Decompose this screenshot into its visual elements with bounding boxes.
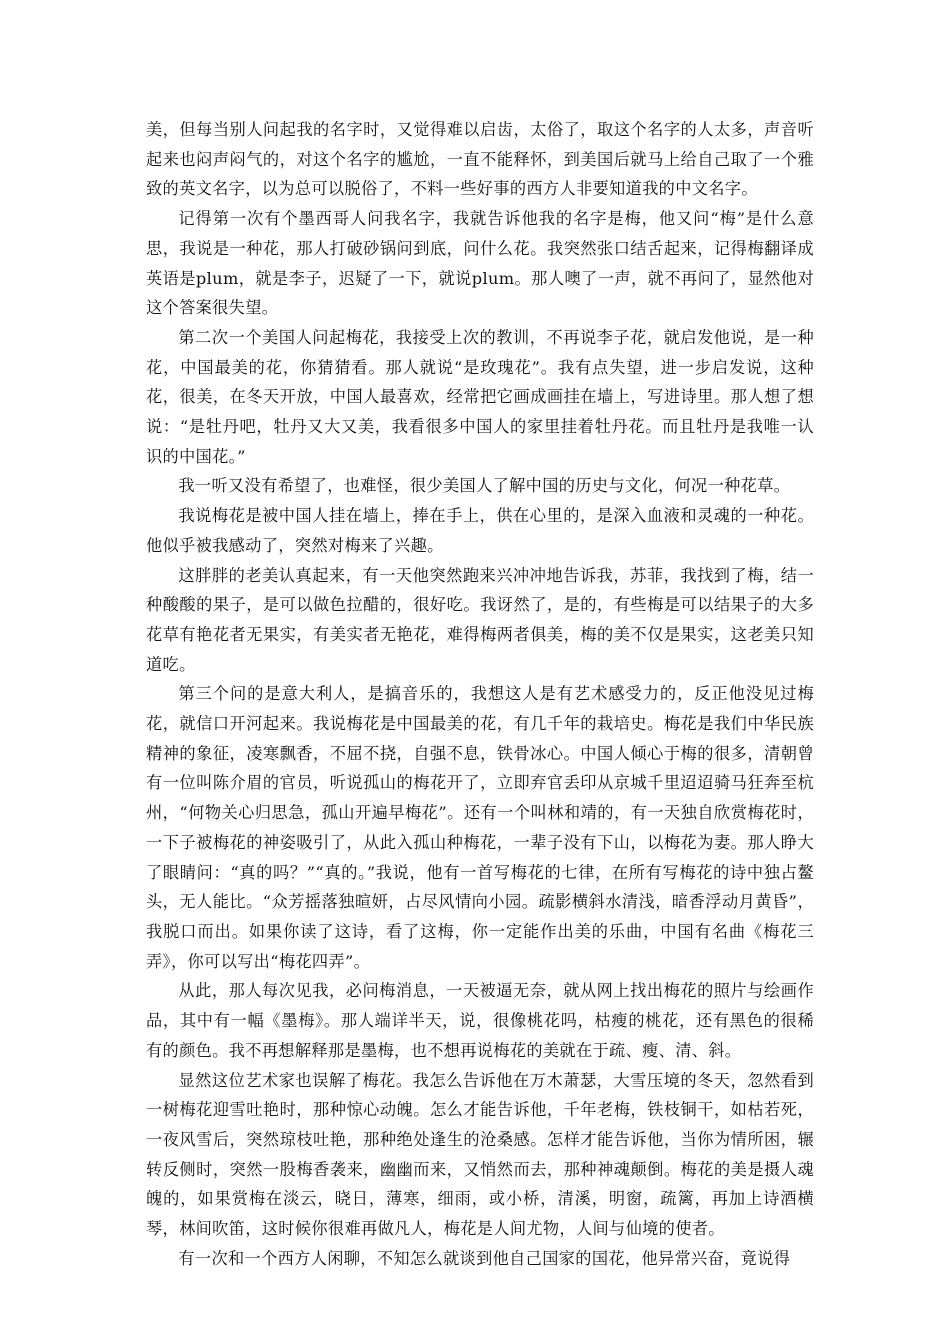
paragraph: 我一听又没有希望了，也难怪，很少美国人了解中国的历史与文化，何况一种花草。 bbox=[178, 476, 791, 496]
paragraph: 从此，那人每次见我，必问梅消息，一天被逼无奈，就从网上找出梅花的照片与绘画作品，其中有一幅《墨梅》。那人端详半天，说，很像桃花吗，枯瘦的桃花，还有黑色的很稀有的颜色。我不再想解释那是墨梅，也不想再说梅花的美就在于疏、瘦、清、斜。 bbox=[146, 981, 814, 1060]
paragraph: 记得第一次有个墨西哥人问我名字，我就告诉他我的名字是梅，他又问“梅”是什么意思，我说是一种花，那人打破砂锅问到底，问什么花。我突然张口结舌起来，记得梅翻译成英语是plum，就是李子，迟疑了一下，就说plum。那人噢了一声，就不再问了，显然他对这个答案很失望。 bbox=[146, 209, 814, 318]
article-body bbox=[146, 115, 814, 1273]
paragraph: 第三个问的是意大利人，是搞音乐的，我想这人是有艺术感受力的，反正他没见过梅花，就信口开河起来。我说梅花是中国最美的花，有几千年的栽培史。梅花是我们中华民族精神的象征，凌寒飘香，不屈不挠，自强不息，铁骨冰心。中国人倾心于梅的很多，清朝曾有一位叫陈介眉的官员，听说孤山的梅花开了，立即弃官丢印从京城千里迢迢骑马狂奔至杭州，“何物关心归思急，孤山开遍早梅花”。还有一个叫林和靖的，有一天独自欣赏梅花时，一下子被梅花的神姿吸引了，从此入孤山种梅花，一辈子没有下山，以梅花为妻。那人睁大了眼睛问：“真的吗？”“真的。”我说，他有一首写梅花的七律，在所有写梅花的诗中独占鳌头，无人能比。“众芳摇落独暄妍，占尽风情向小园。疏影横斜水清浅，暗香浮动月黄昏”，我脱口而出。如果你读了这诗，看了这梅，你一定能作出美的乐曲，中国有名曲《梅花三弄》，你可以写出“梅花四弄”。 bbox=[146, 684, 814, 971]
paragraph-continuation: 美，但每当别人问起我的名字时，又觉得难以启齿，太俗了，取这个名字的人太多，声音听起来也闷声闷气的，对这个名字的尴尬，一直不能释怀，到美国后就马上给自己取了一个雅致的英文名字，以为总可以脱俗了，不料一些好事的西方人非要知道我的中文名字。 bbox=[146, 120, 814, 199]
paragraph: 第二次一个美国人问起梅花，我接受上次的教训，不再说李子花，就启发他说，是一种花，中国最美的花，你猜猜看。那人就说“是玫瑰花”。我有点失望，进一步启发说，这种花，很美，在冬天开放，中国人最喜欢，经常把它画成画挂在墙上，写进诗里。那人想了想说：“是牡丹吧，牡丹又大又美，我看很多中国人的家里挂着牡丹花。而且牡丹是我唯一认识的中国花。” bbox=[146, 327, 814, 466]
paragraph: 我说梅花是被中国人挂在墙上，捧在手上，供在心里的，是深入血液和灵魂的一种花。他似乎被我感动了，突然对梅来了兴趣。 bbox=[146, 506, 814, 555]
paragraph-truncated: 有一次和一个西方人闲聊，不知怎么就谈到他自己国家的国花，他异常兴奋，竟说得 bbox=[178, 1248, 791, 1268]
paragraph: 这胖胖的老美认真起来，有一天他突然跑来兴冲冲地告诉我，苏菲，我找到了梅，结一种酸酸的果子，是可以做色拉醋的，很好吃。我讶然了，是的，有些梅是可以结果子的大多花草有艳花者无果实，有美实者无艳花，难得梅两者俱美，梅的美不仅是果实，这老美只知道吃。 bbox=[146, 565, 814, 674]
paragraph: 显然这位艺术家也误解了梅花。我怎么告诉他在万木萧瑟，大雪压境的冬天，忽然看到一树梅花迎雪吐艳时，那种惊心动魄。怎么才能告诉他，千年老梅，铁枝铜干，如枯若死，一夜风雪后，突然琼枝吐艳，那种绝处逢生的沧桑感。怎样才能告诉他，当你为情所困，辗转反侧时，突然一股梅香袭来，幽幽而来，又悄然而去，那种神魂颠倒。梅花的美是摄人魂魄的，如果赏梅在淡云，晓日，薄寒，细雨，或小桥，清溪，明窗，疏篱，再加上诗酒横琴，林间吹笛，这时候你很难再做凡人，梅花是人间尤物，人间与仙境的使者。 bbox=[146, 1070, 814, 1239]
